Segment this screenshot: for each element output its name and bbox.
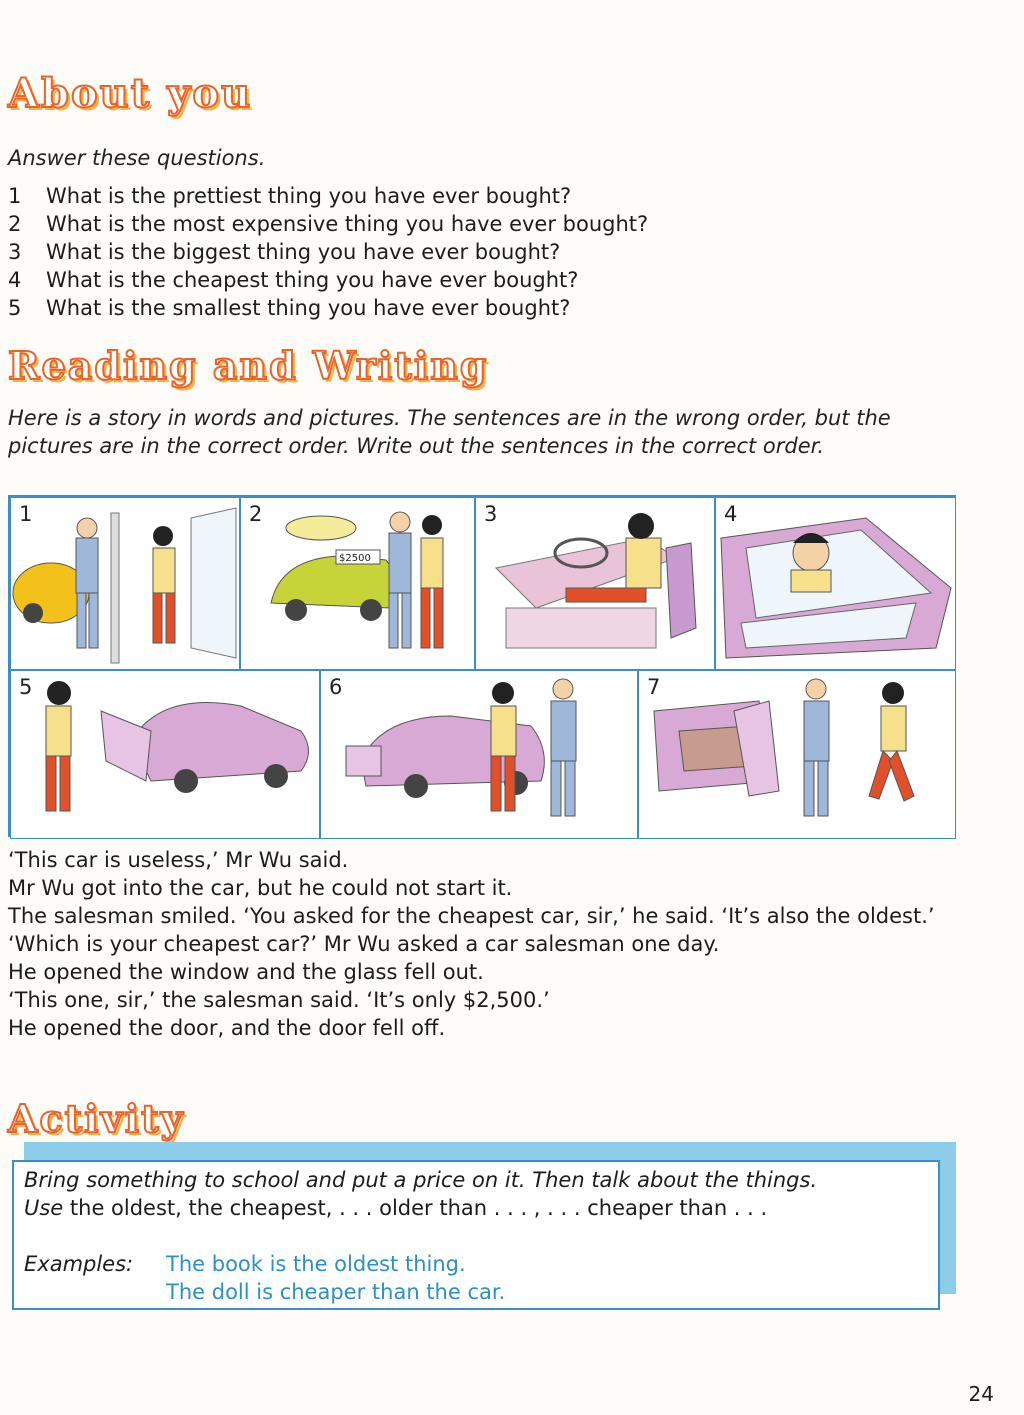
- example-sentence: The book is the oldest thing.: [166, 1252, 466, 1276]
- comic-panel-4: [715, 497, 956, 670]
- activity-examples: [24, 1250, 505, 1306]
- story-sentence: He opened the door, and the door fell off.: [8, 1016, 446, 1040]
- question-item: [8, 182, 648, 210]
- activity-line-1: Bring something to school and put a price on it. Then talk about the things.: [24, 1168, 818, 1192]
- question-number: 1: [8, 184, 22, 208]
- activity-use-word: Use: [24, 1196, 64, 1220]
- question-text: What is the most expensive thing you have ever bought?: [46, 212, 649, 236]
- story-comic-strip: [8, 495, 956, 837]
- panel-number: 6: [329, 675, 343, 699]
- panel-number: 2: [249, 502, 263, 526]
- story-sentence: He opened the window and the glass fell out.: [8, 960, 484, 984]
- comic-panel-5: [10, 670, 320, 839]
- story-sentence: ‘This car is useless,’ Mr Wu said.: [8, 848, 349, 872]
- panel-6-illustration: [321, 671, 638, 839]
- question-item: [8, 210, 648, 238]
- question-number: 3: [8, 240, 22, 264]
- story-sentence: ‘This one, sir,’ the salesman said. ‘It’s only $2,500.’: [8, 988, 550, 1012]
- activity-line-2: [24, 1194, 934, 1222]
- activity-heading: Activity: [8, 1096, 185, 1141]
- question-text: What is the cheapest thing you have ever bought?: [46, 268, 579, 292]
- comic-panel-7: [638, 670, 956, 839]
- comic-panel-1: [10, 497, 240, 670]
- question-number: 4: [8, 268, 22, 292]
- panel-number: 7: [647, 675, 661, 699]
- story-sentence: ‘Which is your cheapest car?’ Mr Wu asked a car salesman one day.: [8, 932, 720, 956]
- question-text: What is the biggest thing you have ever bought?: [46, 240, 561, 264]
- reading-writing-heading: Reading and Writing: [8, 343, 489, 388]
- question-text: What is the prettiest thing you have ever bought?: [46, 184, 572, 208]
- price-tag: $2500: [339, 553, 371, 564]
- panel-number: 1: [19, 502, 33, 526]
- panel-5-illustration: [11, 671, 320, 839]
- story-sentences: [8, 846, 988, 1042]
- comic-panel-6: [320, 670, 638, 839]
- panel-3-illustration: [476, 498, 715, 670]
- panel-number: 3: [484, 502, 498, 526]
- panel-number: 5: [19, 675, 33, 699]
- reading-writing-instruction: Here is a story in words and pictures. The sentences are in the wrong order, but the pictures are in the correct order. Write out the sentences in the correct order.: [8, 406, 891, 458]
- question-text: What is the smallest thing you have ever bought?: [46, 296, 571, 320]
- activity-line-2-rest: the oldest, the cheapest, . . . older than . . . , . . . cheaper than . . .: [63, 1196, 768, 1220]
- examples-label: Examples:: [24, 1252, 134, 1276]
- question-number: 5: [8, 296, 22, 320]
- question-number: 2: [8, 212, 22, 236]
- about-instruction: Answer these questions.: [8, 146, 266, 170]
- page-number: 24: [968, 1382, 994, 1406]
- comic-panel-3: [475, 497, 715, 670]
- panel-number: 4: [724, 502, 738, 526]
- story-sentence: The salesman smiled. ‘You asked for the cheapest car, sir,’ he said. ‘It’s also the oldest.’: [8, 904, 935, 928]
- story-sentence: Mr Wu got into the car, but he could not start it.: [8, 876, 513, 900]
- panel-7-illustration: [639, 671, 956, 839]
- about-you-heading: About you: [8, 70, 253, 117]
- activity-box: [12, 1160, 940, 1310]
- question-item: [8, 294, 648, 322]
- question-item: [8, 238, 648, 266]
- panel-4-illustration: [716, 498, 956, 670]
- activity-instructions: [24, 1166, 934, 1222]
- panel-2-illustration: [241, 498, 475, 670]
- panel-1-illustration: [11, 498, 240, 670]
- question-item: [8, 266, 648, 294]
- question-list: [8, 182, 648, 322]
- comic-panel-2: [240, 497, 475, 670]
- example-sentence: The doll is cheaper than the car.: [166, 1280, 506, 1304]
